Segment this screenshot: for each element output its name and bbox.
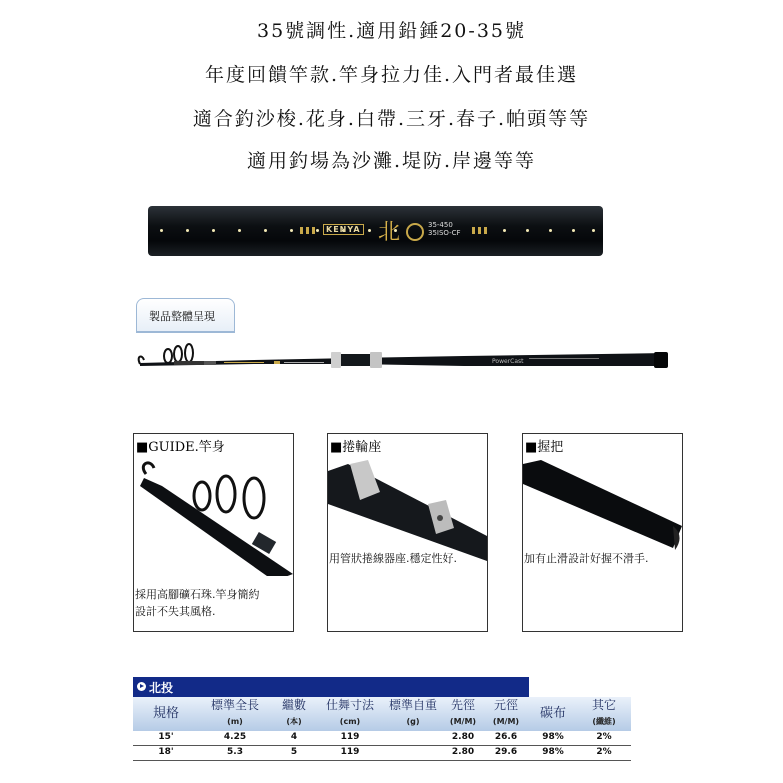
spec-table-title-bar [133, 677, 529, 697]
header-cell: 標準全長 (m) [210, 698, 259, 726]
tab-underline [136, 331, 234, 333]
feature-desc: 加有止滑設計好握不滑手. [524, 552, 649, 565]
header-cell: 仕舞寸法 (cm) [325, 698, 374, 726]
feature-title: ■握把 [525, 440, 564, 455]
headline-line-2: 年度回饋竿款.竿身拉力佳.入門者最佳選 [204, 64, 579, 86]
table-row: 15' 4.25 4 119 2.80 26.6 98% 2% [133, 731, 631, 746]
feature-grip-box [522, 433, 683, 632]
tab-product-overview[interactable] [136, 298, 235, 333]
rod-closeup-banner [148, 206, 603, 256]
header-cell: 元徑 (M/M) [492, 698, 520, 726]
header-cell: 繼數 (本) [281, 698, 306, 726]
header-cell: 先徑 (M/M) [449, 698, 477, 726]
feature-title: ■捲輪座 [330, 440, 382, 455]
header-cell: 其它 (纖維) [591, 698, 616, 726]
brand-logo: KENYA [323, 224, 364, 235]
header-cell: 規格 [152, 706, 179, 721]
table-row: 18' 5.3 5 119 2.80 29.6 98% 2% [133, 746, 631, 761]
headline-line-1: 35號調性.適用鉛錘20-35號 [257, 20, 526, 42]
header-cell: 碳布 [539, 706, 566, 721]
spec-table-header [133, 697, 631, 731]
headline-line-4: 適用釣場為沙灘.堤防.岸邊等等 [246, 150, 537, 172]
emblem-icon [406, 223, 424, 241]
spec-table-title: 北投 [149, 681, 174, 695]
feature-guide-box [133, 433, 294, 632]
tab-label: 製品整體呈現 [149, 310, 215, 323]
model-code: 35-450 35ISO-CF [428, 221, 461, 237]
feature-desc: 用管狀捲線器座.穩定性好. [329, 552, 457, 565]
guide-closeup-image [134, 456, 293, 576]
feature-title: ■GUIDE.竿身 [136, 440, 225, 455]
full-rod-image [134, 336, 668, 376]
header-cell: 標準自重 (g) [388, 698, 437, 726]
arrow-icon [137, 682, 146, 691]
feature-desc: 採用高腳礦石珠.竿身簡約 設計不失其風格. [135, 588, 260, 618]
brand-kanji: 北 [378, 220, 401, 245]
rod-label: PowerCast [492, 358, 524, 365]
headline-line-3: 適合釣沙梭.花身.白帶.三牙.春子.帕頭等等 [192, 108, 591, 130]
feature-reel-seat-box [327, 433, 488, 632]
